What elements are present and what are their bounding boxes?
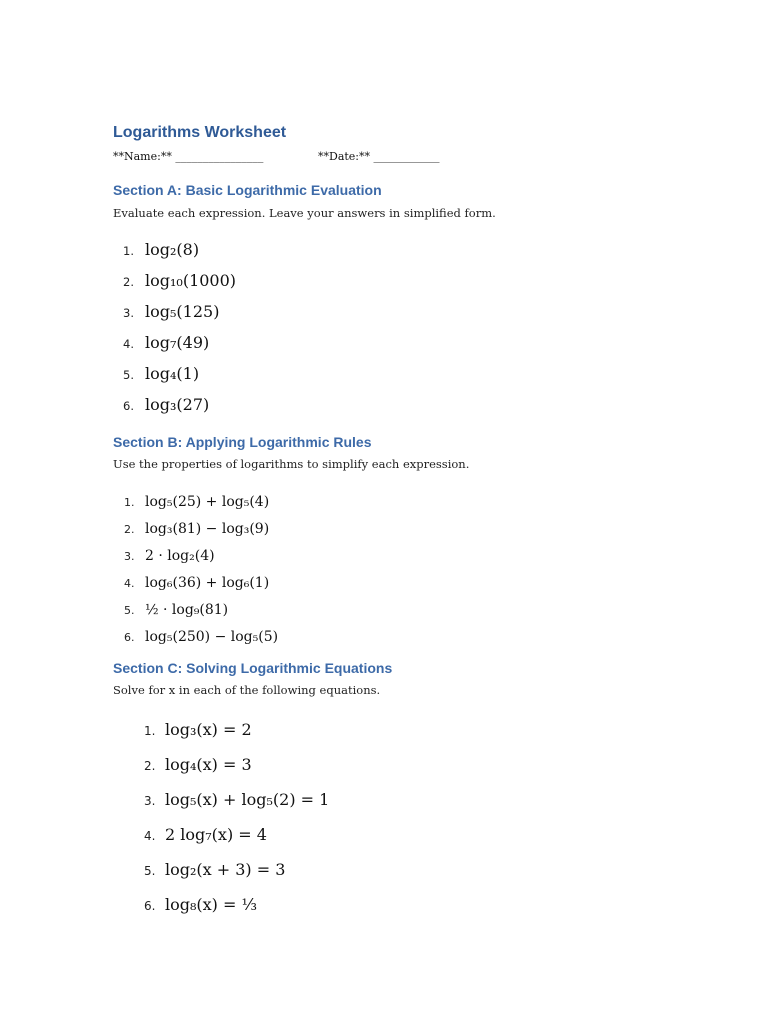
problem-number: 1.	[144, 724, 156, 738]
problem-expression: log₆(36) + log₆(1)	[145, 575, 270, 591]
problem-number: 2.	[124, 523, 135, 536]
problem-item	[123, 395, 209, 419]
problem-number: 4.	[144, 829, 156, 843]
section-a-heading: Section A: Basic Logarithmic Evaluation	[113, 182, 382, 198]
problem-number: 6.	[144, 899, 156, 913]
problem-expression: log₅(125)	[145, 302, 220, 321]
problem-item	[123, 364, 199, 388]
problem-expression: log₃(81) − log₃(9)	[145, 521, 270, 537]
problem-expression: 2 log₇(x) = 4	[165, 825, 267, 844]
section-a-instruction: Evaluate each expression. Leave your answers in simplified form.	[113, 206, 496, 220]
problem-item	[144, 895, 257, 914]
problem-expression: log₅(250) − log₅(5)	[145, 629, 279, 645]
problem-item	[144, 720, 252, 739]
problem-expression: log₈(x) = ⅓	[165, 895, 257, 914]
problem-item	[123, 271, 236, 295]
problem-item	[123, 333, 209, 357]
problem-item	[124, 545, 215, 564]
section-b-instruction: Use the properties of logarithms to simplify each expression.	[113, 457, 470, 471]
student-info-line	[113, 150, 440, 163]
problem-number: 3.	[123, 306, 134, 320]
problem-number: 3.	[124, 550, 135, 563]
problem-item	[124, 599, 228, 618]
problem-item	[144, 825, 267, 844]
problem-number: 6.	[124, 631, 135, 644]
date-field: **Date:** ____________	[318, 150, 440, 163]
problem-item	[123, 302, 219, 326]
problem-expression: log₂(x + 3) = 3	[165, 860, 286, 879]
problem-item	[144, 860, 285, 879]
problem-expression: log₃(27)	[145, 395, 210, 414]
problem-item	[124, 518, 269, 537]
problem-item	[124, 626, 278, 645]
problem-item	[144, 790, 329, 809]
section-c-heading: Section C: Solving Logarithmic Equations	[113, 660, 393, 676]
problem-number: 2.	[144, 759, 156, 773]
problem-expression: log₄(x) = 3	[165, 755, 252, 774]
problem-number: 4.	[124, 577, 135, 590]
problem-number: 2.	[123, 275, 134, 289]
name-field: **Name:** ________________	[113, 150, 264, 163]
problem-number: 6.	[123, 399, 134, 413]
problem-expression: log₅(25) + log₅(4)	[145, 494, 270, 510]
problem-item	[144, 755, 252, 774]
problem-number: 1.	[123, 244, 134, 258]
problem-expression: log₅(x) + log₅(2) = 1	[165, 790, 330, 809]
problem-expression: log₇(49)	[145, 333, 210, 352]
problem-expression: log₃(x) = 2	[165, 720, 252, 739]
problem-item	[124, 572, 269, 591]
problem-expression: log₁₀(1000)	[145, 271, 237, 290]
problem-number: 5.	[123, 368, 134, 382]
problem-expression: log₄(1)	[145, 364, 200, 383]
problem-item	[124, 491, 269, 510]
problem-number: 5.	[144, 864, 156, 878]
problem-number: 3.	[144, 794, 156, 808]
problem-number: 5.	[124, 604, 135, 617]
problem-number: 4.	[123, 337, 134, 351]
worksheet-title: Logarithms Worksheet	[113, 124, 287, 141]
problem-expression: log₂(8)	[145, 240, 200, 259]
problem-expression: 2 · log₂(4)	[145, 548, 215, 564]
problem-item	[123, 240, 199, 264]
section-c-instruction: Solve for x in each of the following equations.	[113, 683, 381, 697]
problem-number: 1.	[124, 496, 135, 509]
problem-expression: ½ · log₉(81)	[145, 602, 229, 618]
section-b-heading: Section B: Applying Logarithmic Rules	[113, 434, 372, 450]
